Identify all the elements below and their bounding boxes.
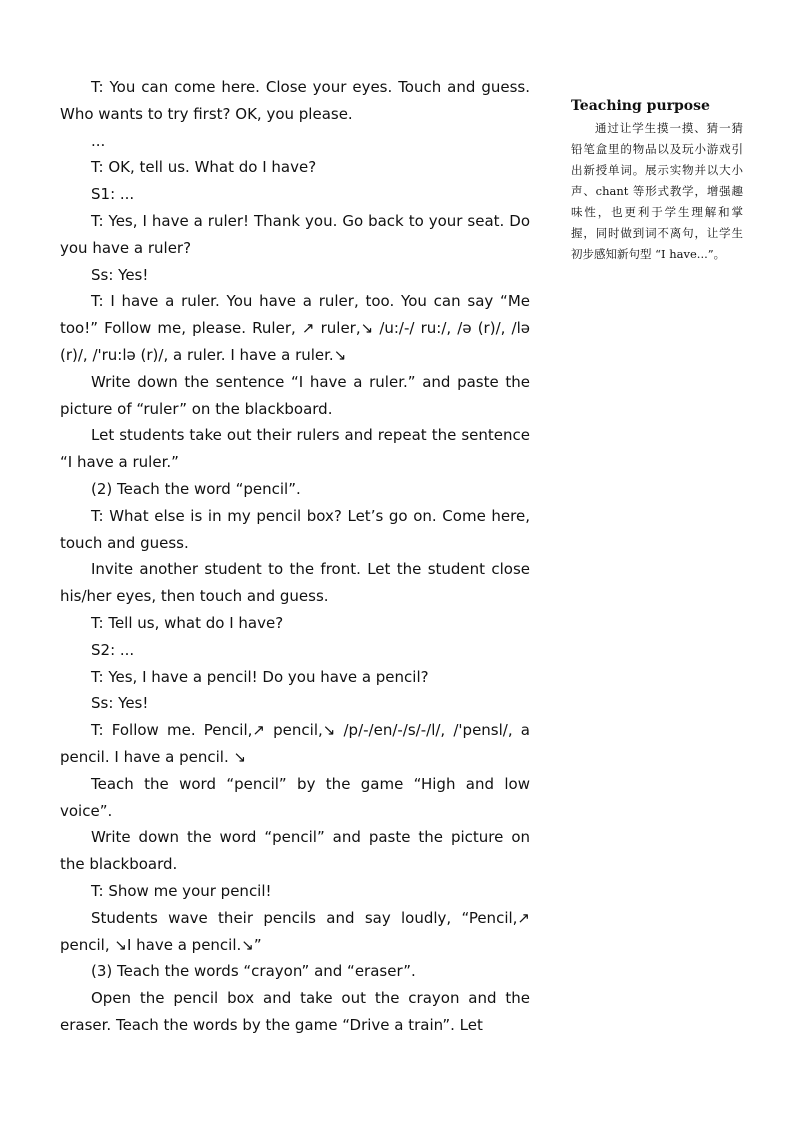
paragraph: T: OK, tell us. What do I have? <box>91 158 317 177</box>
paragraph: S1: ... <box>91 185 135 204</box>
paragraph: S2: ... <box>91 640 135 659</box>
paragraph: T: Tell us, what do I have? <box>91 613 284 632</box>
paragraph: Teach the word “pencil” by the game “High and low voice”. <box>60 774 530 820</box>
section-heading: (2) Teach the word “pencil”. <box>91 479 301 498</box>
paragraph: T: Follow me. Pencil,↗ pencil,↘ /p/-/en/-/s/-/l/, /'pensl/, a pencil. I have a pencil. ↘ <box>60 721 530 766</box>
paragraph: ... <box>91 131 106 150</box>
section-heading: (3) Teach the words “crayon” and “eraser”. <box>91 962 416 981</box>
paragraph: Invite another student to the front. Let the student close his/her eyes, then touch and guess. <box>60 560 530 606</box>
paragraph: Open the pencil box and take out the crayon and the eraser. Teach the words by the game “Drive a train”. Let <box>60 989 530 1034</box>
paragraph: T: You can come here. Close your eyes. Touch and guess. Who wants to try first? OK, you please. <box>60 78 530 123</box>
paragraph: T: Yes, I have a ruler! Thank you. Go back to your seat. Do you have a ruler? <box>60 211 530 257</box>
paragraph: Write down the word “pencil” and paste the picture on the blackboard. <box>60 828 530 874</box>
paragraph: T: I have a ruler. You have a ruler, too. You can say “Me too!” Follow me, please. Ruler, ↗ ruler,↘ /u:/-/ ru:/, /ə (r)/, /lə (r)/, /'ru:lə (r)/, a ruler. I have a ruler.↘ <box>60 292 530 364</box>
teaching-purpose-note <box>571 96 743 265</box>
note-title: Teaching purpose <box>571 98 710 114</box>
paragraph: T: Yes, I have a pencil! Do you have a pencil? <box>91 667 429 686</box>
paragraph: Ss: Yes! <box>91 694 149 713</box>
paragraph: Ss: Yes! <box>91 265 149 284</box>
paragraph: Write down the sentence “I have a ruler.” and paste the picture of “ruler” on the blackboard. <box>60 372 530 418</box>
paragraph: Let students take out their rulers and repeat the sentence “I have a ruler.” <box>60 426 530 472</box>
paragraph: T: Show me your pencil! <box>91 881 272 900</box>
note-body: 通过让学生摸一摸、猜一猜铅笔盒里的物品以及玩小游戏引出新授单词。展示实物并以大小声、chant 等形式教学，增强趣味性，也更利于学生理解和掌握，同时做到词不离句，让学生初步感知新句型 “I have...”。 <box>571 121 743 261</box>
paragraph: Students wave their pencils and say loudly, “Pencil,↗ pencil, ↘I have a pencil.↘” <box>60 908 530 954</box>
paragraph: T: What else is in my pencil box? Let’s go on. Come here, touch and guess. <box>60 506 530 552</box>
lesson-text <box>60 74 530 1039</box>
